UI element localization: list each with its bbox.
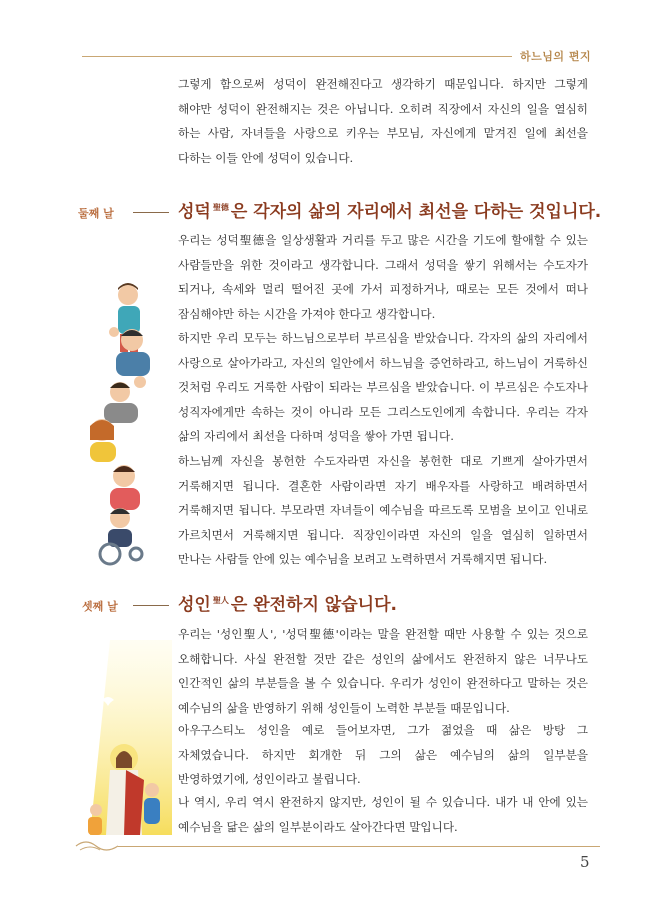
intro-paragraph: 그렇게 함으로써 성덕이 완전해진다고 생각하기 때문입니다. 하지만 그렇게 해야만 성덕이 완전해지는 것은 아닙니다. 오히려 직장에서 자신의 일을 열심히 하는 사람, 자녀들을 사랑으로 키우는 부모님, 자신에게 맡겨진 일에 최선을 다하는 이들 안에 성덕이 있습니다. [178, 77, 588, 165]
day2-label: 둘째 날 [78, 207, 114, 220]
page-number: 5 [580, 853, 590, 871]
day2-title-a: 성덕 [178, 202, 211, 222]
day2-title [178, 197, 601, 222]
day3-title-a: 성인 [178, 595, 211, 615]
day3-paragraph-1: 우리는 '성인聖人', '성덕聖德'이라는 말을 완전할 때만 사용할 수 있는 것으로 오해합니다. 사실 완전할 것만 같은 성인의 삶에서도 완전하지 않은 너무나도 인간적인 삶의 부분들을 볼 수 있습니다. 우리가 성인이 완전하다고 말하는 것은 예수님의 삶을 반영하기 위해 성인들이 노력한 부분들 때문입니다. [178, 627, 588, 715]
day3-label: 셋째 날 [82, 600, 118, 613]
running-header: 하느님의 편지 [520, 50, 592, 63]
people-illustration [80, 280, 170, 570]
jesus-illustration [80, 640, 172, 835]
footer-ornament [74, 836, 124, 856]
day3-title-b: 은 완전하지 않습니다. [230, 595, 397, 615]
day3-title [178, 590, 397, 615]
day2-paragraph-3: 하느님께 자신을 봉헌한 수도자라면 자신을 봉헌한 대로 기쁘게 살아가면서 거룩해지면 됩니다. 결혼한 사람이라면 자기 배우자를 사랑하고 배려하면서 거룩해지면 됩니다. 부모라면 자녀들이 예수님을 따르도록 모범을 보이고 인내로 가르치면서 거룩해지면 됩니다. 직장인이라면 자신의 일을 열심히 일하면서 만나는 사람들 안에 있는 예수님을 보려고 노력하면서 거룩해지면 됩니다. [178, 454, 588, 567]
day3-paragraph-2: 아우구스티노 성인을 예로 들어보자면, 그가 젊었을 때 삶은 방탕 그 자체였습니다. 하지만 회개한 뒤 그의 삶은 예수님의 삶의 일부분을 반영하였기에, 성인이라고 불립니다. [178, 723, 588, 787]
footer-rule [118, 846, 600, 847]
day3-rule [133, 605, 169, 606]
day2-paragraph-1: 우리는 성덕聖德을 일상생활과 거리를 두고 많은 시간을 기도에 할애할 수 있는 사람들만을 위한 것이라고 생각합니다. 그래서 성덕을 쌓기 위해서는 수도자가 되거나, 속세와 멀리 떨어진 곳에 가서 피정하거나, 때로는 모든 것에서 떠나 잠심해야만 하는 시간을 가져야 한다고 생각합니다. [178, 233, 588, 321]
day2-title-hanja: 聖德 [212, 203, 229, 213]
header-rule [82, 56, 512, 57]
day2-paragraph-2: 하지만 우리 모두는 하느님으로부터 부르심을 받았습니다. 각자의 삶의 자리에서 사랑으로 살아가라고, 자신의 일안에서 하느님을 증언하라고, 하느님이 거룩하신 것처럼 우리도 거룩한 사람이 되라는 부르심을 받았습니다. 이 부르심은 수도자나 성직자에게만 속하는 것이 아니라 모든 그리스도인에게 속합니다. 우리는 각자 삶의 자리에서 최선을 다하며 성덕을 쌓아 가면 됩니다. [178, 331, 588, 444]
day3-title-hanja: 聖人 [212, 596, 229, 606]
day2-rule [133, 212, 169, 213]
day3-paragraph-3: 나 역시, 우리 역시 완전하지 않지만, 성인이 될 수 있습니다. 내가 내 안에 있는 예수님을 닮은 삶의 일부분이라도 살아간다면 말입니다. [178, 795, 588, 834]
day2-title-b: 은 각자의 삶의 자리에서 최선을 다하는 것입니다. [230, 202, 602, 222]
